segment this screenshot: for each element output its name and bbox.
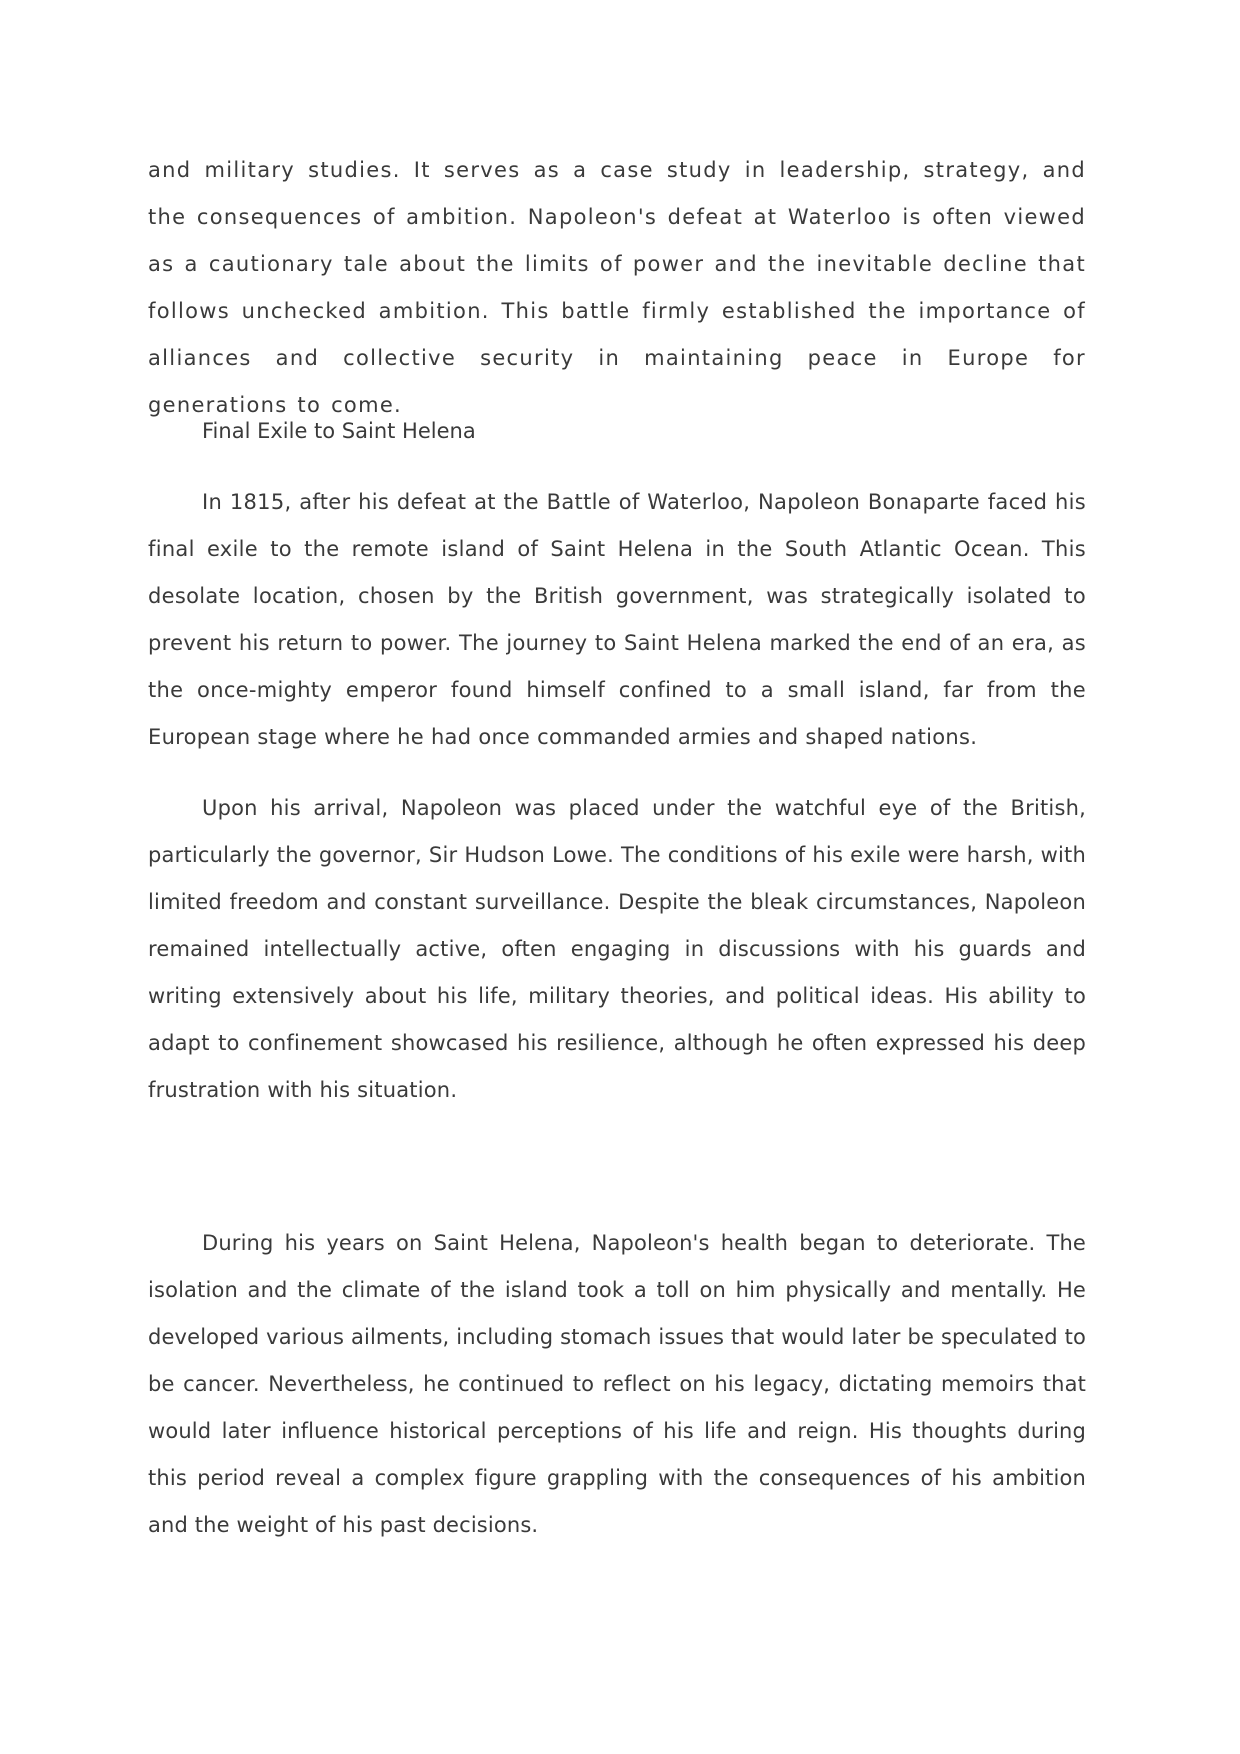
paragraph-health: During his years on Saint Helena, Napoleon's health began to deteriorate. The isolation and the climate of the island took a toll on him physically and mentally. He developed various ailments, including stomach issues that would later be speculated to be cancer. Nevertheless, he continued to reflect on his legacy, dictating memoirs that would later influence historical perceptions of his life and reign. His thoughts during this period reveal a complex figure grappling with the consequences of his ambition and the weight of his past decisions. bbox=[148, 1231, 1086, 1537]
intro-paragraph: and military studies. It serves as a case study in leadership, strategy, and the consequences of ambition. Napoleon's defeat at Waterloo is often viewed as a cautionary tale about the limits of power and the inevitable decline that follows unchecked ambition. This battle firmly established the importance of alliances and collective security in maintaining peace in Europe for generations to come. bbox=[148, 158, 1086, 417]
paragraph-exile-1815: In 1815, after his defeat at the Battle of Waterloo, Napoleon Bonaparte faced his final exile to the remote island of Saint Helena in the South Atlantic Ocean. This desolate location, chosen by the British government, was strategically isolated to prevent his return to power. The journey to Saint Helena marked the end of an era, as the once-mighty emperor found himself confined to a small island, far from the European stage where he had once commanded armies and shaped nations. bbox=[148, 490, 1086, 749]
section-heading: Final Exile to Saint Helena bbox=[202, 419, 476, 443]
paragraph-arrival: Upon his arrival, Napoleon was placed under the watchful eye of the British, particularly the governor, Sir Hudson Lowe. The conditions of his exile were harsh, with limited freedom and constant surveillance. Despite the bleak circumstances, Napoleon remained intellectually active, often engaging in discussions with his guards and writing extensively about his life, military theories, and political ideas. His ability to adapt to confinement showcased his resilience, although he often expressed his deep frustration with his situation. bbox=[148, 796, 1086, 1102]
